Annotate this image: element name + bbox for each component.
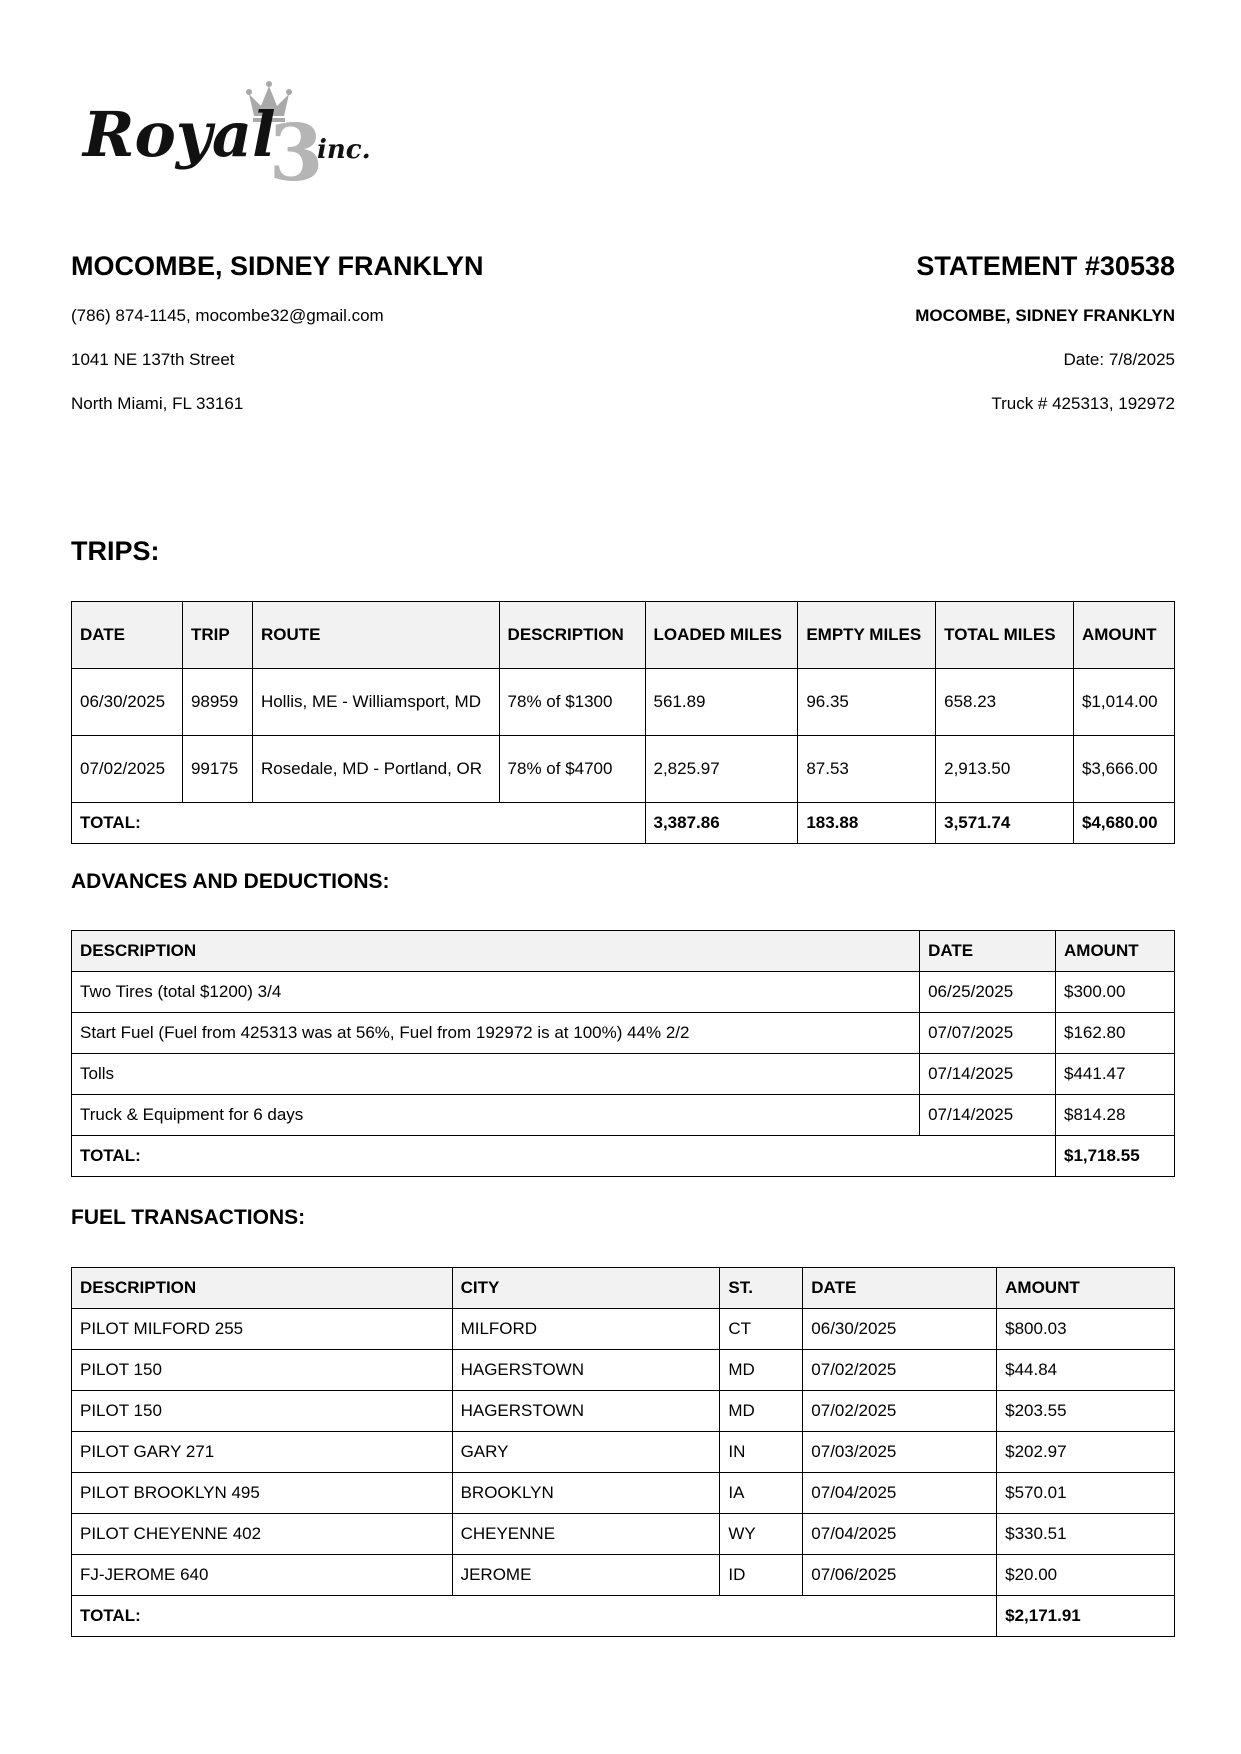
- cell: IA: [720, 1473, 803, 1514]
- cell: CHEYENNE: [452, 1514, 720, 1555]
- fuel-title: FUEL TRANSACTIONS:: [71, 1206, 306, 1229]
- cell: $203.55: [997, 1391, 1175, 1432]
- statement-truck: Truck # 425313, 192972: [991, 394, 1175, 413]
- cell: GARY: [452, 1432, 720, 1473]
- cell: Hollis, ME - Williamsport, MD: [252, 669, 499, 736]
- total-label: TOTAL:: [72, 803, 646, 844]
- driver-contact: (786) 874-1145, mocombe32@gmail.com: [71, 306, 384, 325]
- cell: $330.51: [997, 1514, 1175, 1555]
- col-date: DATE: [72, 602, 183, 669]
- table-row: [72, 1514, 1175, 1555]
- table-row: [72, 1013, 1175, 1054]
- driver-info: [71, 250, 484, 414]
- svg-text:inc.: inc.: [317, 135, 371, 165]
- statement-title: STATEMENT #30538: [916, 251, 1175, 281]
- cell: MD: [720, 1391, 803, 1432]
- col-city: CITY: [452, 1268, 720, 1309]
- cell: ID: [720, 1555, 803, 1596]
- cell: $570.01: [997, 1473, 1175, 1514]
- cell: 07/04/2025: [803, 1473, 997, 1514]
- cell: 78% of $4700: [499, 736, 645, 803]
- total-amount: $4,680.00: [1073, 803, 1174, 844]
- table-header-row: [72, 931, 1175, 972]
- cell: $1,014.00: [1073, 669, 1174, 736]
- table-row: [72, 1432, 1175, 1473]
- col-description: DESCRIPTION: [499, 602, 645, 669]
- cell: 07/14/2025: [920, 1054, 1056, 1095]
- cell: 78% of $1300: [499, 669, 645, 736]
- cell: 561.89: [645, 669, 798, 736]
- col-description: DESCRIPTION: [72, 1268, 453, 1309]
- cell: 07/03/2025: [803, 1432, 997, 1473]
- cell: $800.03: [997, 1309, 1175, 1350]
- col-total-miles: TOTAL MILES: [936, 602, 1074, 669]
- statement-info: [915, 250, 1175, 414]
- cell: IN: [720, 1432, 803, 1473]
- col-trip: TRIP: [182, 602, 252, 669]
- col-amount: AMOUNT: [1073, 602, 1174, 669]
- cell: 98959: [182, 669, 252, 736]
- cell: 07/06/2025: [803, 1555, 997, 1596]
- driver-street: 1041 NE 137th Street: [71, 350, 235, 369]
- cell: 99175: [182, 736, 252, 803]
- table-row: [72, 736, 1175, 803]
- col-date: DATE: [920, 931, 1056, 972]
- col-loaded-miles: LOADED MILES: [645, 602, 798, 669]
- cell: Start Fuel (Fuel from 425313 was at 56%, Fuel from 192972 is at 100%) 44% 2/2: [72, 1013, 920, 1054]
- cell: Rosedale, MD - Portland, OR: [252, 736, 499, 803]
- cell: CT: [720, 1309, 803, 1350]
- cell: Tolls: [72, 1054, 920, 1095]
- table-row: [72, 1555, 1175, 1596]
- cell: 06/25/2025: [920, 972, 1056, 1013]
- table-header-row: [72, 602, 1175, 669]
- total-miles: 3,571.74: [936, 803, 1074, 844]
- cell: 07/07/2025: [920, 1013, 1056, 1054]
- cell: Two Tires (total $1200) 3/4: [72, 972, 920, 1013]
- cell: WY: [720, 1514, 803, 1555]
- total-row: [72, 1136, 1175, 1177]
- col-state: ST.: [720, 1268, 803, 1309]
- statement-name: MOCOMBE, SIDNEY FRANKLYN: [915, 306, 1175, 325]
- cell: PILOT CHEYENNE 402: [72, 1514, 453, 1555]
- cell: PILOT MILFORD 255: [72, 1309, 453, 1350]
- total-amount: $2,171.91: [997, 1596, 1175, 1637]
- advances-table: [71, 930, 1175, 1177]
- cell: JEROME: [452, 1555, 720, 1596]
- cell: FJ-JEROME 640: [72, 1555, 453, 1596]
- col-amount: AMOUNT: [1056, 931, 1175, 972]
- cell: $44.84: [997, 1350, 1175, 1391]
- trips-table: [71, 601, 1175, 844]
- table-row: [72, 1391, 1175, 1432]
- cell: 2,825.97: [645, 736, 798, 803]
- statement-date: Date: 7/8/2025: [1063, 350, 1175, 369]
- cell: 07/14/2025: [920, 1095, 1056, 1136]
- driver-name: MOCOMBE, SIDNEY FRANKLYN: [71, 251, 484, 281]
- cell: 06/30/2025: [803, 1309, 997, 1350]
- cell: 06/30/2025: [72, 669, 183, 736]
- table-row: [72, 1054, 1175, 1095]
- total-empty-miles: 183.88: [798, 803, 936, 844]
- cell: PILOT GARY 271: [72, 1432, 453, 1473]
- col-description: DESCRIPTION: [72, 931, 920, 972]
- table-row: [72, 669, 1175, 736]
- cell: 87.53: [798, 736, 936, 803]
- trips-title: TRIPS:: [71, 536, 160, 566]
- cell: 96.35: [798, 669, 936, 736]
- total-label: TOTAL:: [72, 1136, 1056, 1177]
- cell: 07/04/2025: [803, 1514, 997, 1555]
- col-empty-miles: EMPTY MILES: [798, 602, 936, 669]
- cell: 2,913.50: [936, 736, 1074, 803]
- cell: 07/02/2025: [72, 736, 183, 803]
- cell: Truck & Equipment for 6 days: [72, 1095, 920, 1136]
- cell: PILOT BROOKLYN 495: [72, 1473, 453, 1514]
- table-header-row: [72, 1268, 1175, 1309]
- svg-text:Royal: Royal: [83, 98, 276, 171]
- driver-city: North Miami, FL 33161: [71, 394, 244, 413]
- cell: PILOT 150: [72, 1391, 453, 1432]
- cell: $814.28: [1056, 1095, 1175, 1136]
- col-amount: AMOUNT: [997, 1268, 1175, 1309]
- cell: 07/02/2025: [803, 1391, 997, 1432]
- cell: MILFORD: [452, 1309, 720, 1350]
- col-date: DATE: [803, 1268, 997, 1309]
- svg-text:3: 3: [269, 108, 324, 193]
- table-row: [72, 972, 1175, 1013]
- total-row: [72, 803, 1175, 844]
- cell: $202.97: [997, 1432, 1175, 1473]
- cell: $20.00: [997, 1555, 1175, 1596]
- advances-title: ADVANCES AND DEDUCTIONS:: [71, 870, 390, 893]
- cell: HAGERSTOWN: [452, 1350, 720, 1391]
- table-row: [72, 1350, 1175, 1391]
- cell: $300.00: [1056, 972, 1175, 1013]
- cell: HAGERSTOWN: [452, 1391, 720, 1432]
- cell: 07/02/2025: [803, 1350, 997, 1391]
- cell: BROOKLYN: [452, 1473, 720, 1514]
- table-row: [72, 1473, 1175, 1514]
- fuel-table: [71, 1267, 1175, 1637]
- company-logo: [81, 78, 401, 193]
- cell: MD: [720, 1350, 803, 1391]
- total-loaded-miles: 3,387.86: [645, 803, 798, 844]
- col-route: ROUTE: [252, 602, 499, 669]
- cell: 658.23: [936, 669, 1074, 736]
- table-row: [72, 1309, 1175, 1350]
- total-amount: $1,718.55: [1056, 1136, 1175, 1177]
- cell: PILOT 150: [72, 1350, 453, 1391]
- cell: $3,666.00: [1073, 736, 1174, 803]
- table-row: [72, 1095, 1175, 1136]
- total-label: TOTAL:: [72, 1596, 997, 1637]
- cell: $162.80: [1056, 1013, 1175, 1054]
- total-row: [72, 1596, 1175, 1637]
- cell: $441.47: [1056, 1054, 1175, 1095]
